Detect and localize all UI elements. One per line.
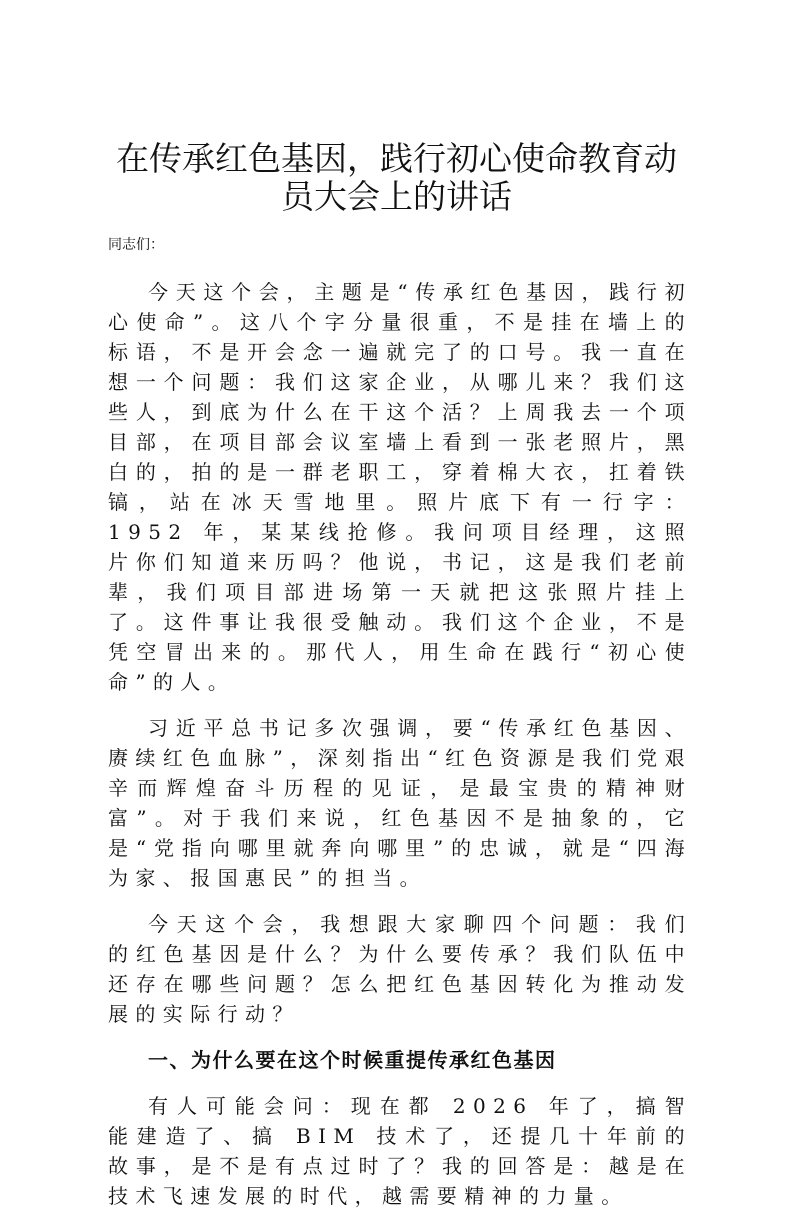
document-title: 在传承红色基因，践行初心使命教育动员大会上的讲话 <box>116 139 677 216</box>
section-heading: 一、为什么要在这个时候重提传承红色基因 <box>148 1048 557 1072</box>
paragraph: 习近平总书记多次强调，要“传承红色基因、赓续红色血脉”，深刻指出“红色资源是我们党艰辛而辉煌奋斗历程的见证，是最宝贵的精神财富”。对于我们来说，红色基因不是抽象的，它是“党指向哪里就奔向哪里”的忠诚，就是“四海为家、报国惠民”的担当。 <box>108 716 692 890</box>
greeting: 同志们： <box>108 237 164 253</box>
paragraph: 有人可能会问：现在都 2026 年了，搞智能建造了、搞 BIM 技术了，还提几十年前的故事，是不是有点过时了？我的回答是：越是在技术飞速发展的时代，越需要精神的力量。 <box>108 1094 692 1208</box>
paragraph: 今天这个会，主题是“传承红色基因，践行初心使命”。这八个字分量很重，不是挂在墙上的标语，不是开会念一遍就完了的口号。我一直在想一个问题：我们这家企业，从哪儿来？我们这些人，到底为什么在干这个活？上周我去一个项目部，在项目部会议室墙上看到一张老照片，黑白的，拍的是一群老职工，穿着棉大衣，扛着铁镐，站在冰天雪地里。照片底下有一行字：1952 年，某某线抢修。我问项目经理，这照片你们知道来历吗？他说，书记，这是我们老前辈，我们项目部进场第一天就把这张照片挂上了。这件事让我很受触动。我们这个企业，不是凭空冒出来的。那代人，用生命在践行“初心使命”的人。 <box>108 280 692 694</box>
paragraph: 今天这个会，我想跟大家聊四个问题：我们的红色基因是什么？为什么要传承？我们队伍中还存在哪些问题？怎么把红色基因转化为推动发展的实际行动？ <box>108 912 692 1026</box>
document-body <box>108 277 692 1227</box>
